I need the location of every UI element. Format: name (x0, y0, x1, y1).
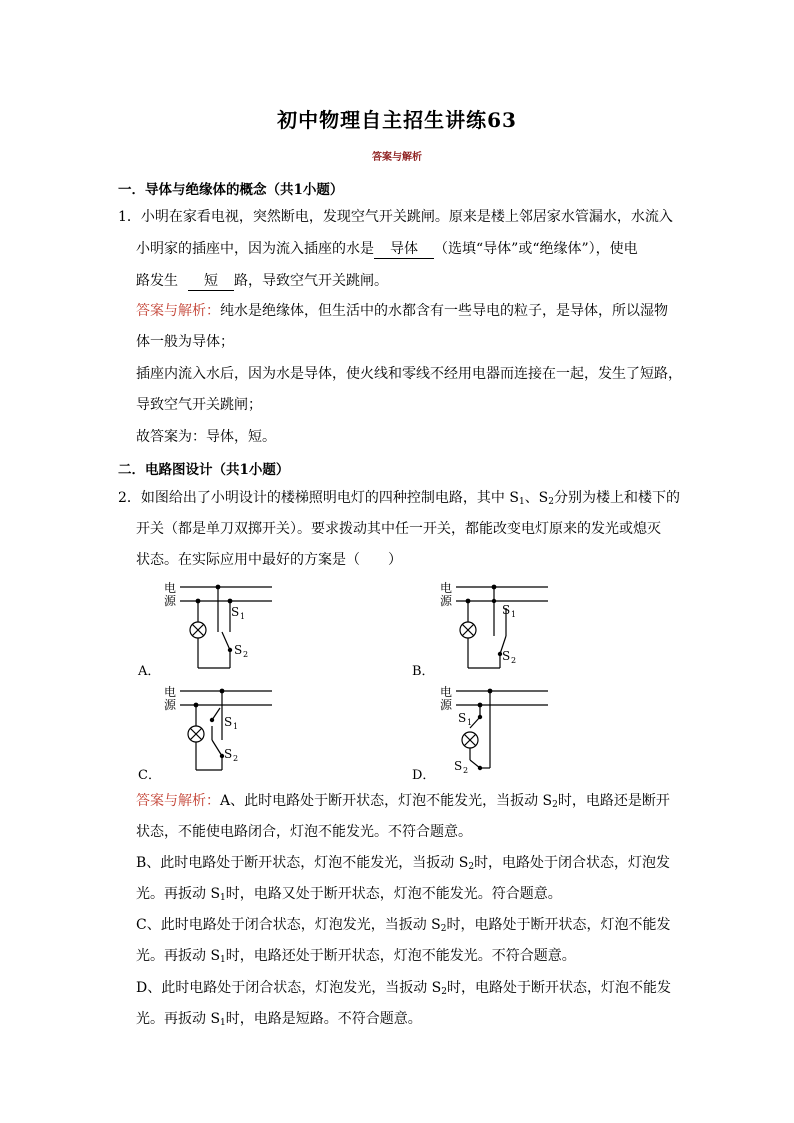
switch-label-s2: S (502, 649, 511, 663)
power-label-bottom: 源 (164, 698, 177, 712)
switch-subscript: 2 (511, 656, 517, 665)
power-label-top: 电 (164, 685, 177, 699)
subscript: 2 (548, 497, 555, 507)
subscript: 1 (220, 893, 226, 903)
answer-2-text: D、此时电路处于闭合状态，灯泡发光，当扳动 S (136, 980, 442, 996)
question-1-hint: （选填“导体”或“绝缘体”），使电 (434, 241, 638, 257)
subscript: 2 (468, 862, 475, 872)
power-label-bottom: 源 (164, 594, 177, 608)
switch-subscript: 2 (243, 650, 249, 659)
answer-2-text: B、此时电路处于断开状态，灯泡不能发光，当扳动 S (136, 855, 469, 871)
answer-2-text: 时，电路处于闭合状态，灯泡发 (474, 855, 671, 871)
answer-2-text: 光。再扳动 S (136, 1011, 221, 1027)
answer-1-text: 纯水是绝缘体，但生活中的水都含有一些导电的粒子，是导体，所以湿物 (220, 303, 668, 319)
switch-subscript: 2 (463, 766, 469, 775)
option-c-label: C． (138, 768, 161, 783)
section-heading-1: 一．导体与绝缘体的概念（共1小题） (118, 182, 344, 198)
page-subtitle: 答案与解析 (372, 152, 422, 163)
answer-blank-1: 导体 (374, 240, 434, 259)
question-2-line-3: 状态。在实际应用中最好的方案是（ ） (136, 552, 402, 568)
answer-2-text: A、此时电路处于断开状态，灯泡不能发光，当扳动 S (220, 793, 553, 809)
switch-subscript: 1 (467, 718, 473, 727)
answer-2-text: 时，电路是短路。不符合题意。 (225, 1011, 422, 1027)
question-2-line-2: 开关（都是单刀双掷开关）。要求拨动其中任一开关，都能改变电灯原来的发光或熄灭 (136, 521, 661, 537)
question-1-text: 小明家的插座中，因为流入插座的水是 (136, 241, 374, 257)
question-2-text-b: 、S (524, 490, 549, 506)
power-label-top: 电 (440, 581, 453, 595)
option-b-label: B． (412, 664, 435, 679)
answer-blank-2: 短 (188, 272, 234, 291)
answer-2-line-d2 (136, 1010, 422, 1028)
question-2-text-c: 分别为楼上和楼下的 (554, 490, 681, 506)
answer-1-line-2: 体一般为导体； (136, 334, 234, 350)
answer-2-line-a2: 状态，不能使电路闭合，灯泡不能发光。不符合题意。 (136, 824, 472, 840)
switch-subscript: 1 (511, 610, 517, 619)
subscript: 2 (441, 987, 447, 997)
switch-label-s2: S (454, 759, 463, 773)
circuit-diagram-b (436, 578, 556, 673)
switch-label-s1: S (224, 715, 233, 729)
answer-2-line-b1 (136, 854, 670, 872)
circuit-diagram-d (436, 682, 556, 777)
section-heading-2: 二．电路图设计（共1小题） (118, 462, 290, 478)
answer-2-line-c1 (136, 916, 671, 934)
answer-2-line-d1 (136, 979, 671, 997)
switch-subscript: 1 (240, 612, 246, 621)
answer-2-line-b2 (136, 885, 562, 903)
switch-subscript: 2 (233, 754, 239, 763)
answer-2-text: 时，电路还是断开 (557, 793, 670, 809)
subscript: 2 (552, 800, 558, 810)
power-label-top: 电 (164, 581, 177, 595)
question-1-text-c: 路，导致空气开关跳闸。 (234, 273, 388, 289)
answer-1-line-4: 导致空气开关跳闸； (136, 397, 262, 413)
answer-2-line-a1 (136, 792, 670, 810)
answer-2-text: 时，电路处于断开状态，灯泡不能发 (446, 917, 671, 933)
answer-1-line-5: 故答案为：导体，短。 (136, 429, 276, 445)
question-2-line-1 (118, 489, 680, 507)
answer-2-text: C、此时电路处于闭合状态，灯泡发光，当扳动 S (136, 917, 441, 933)
circuit-diagram-c (160, 682, 280, 777)
answer-2-text: 光。再扳动 S (136, 948, 221, 964)
switch-label-s1: S (502, 603, 511, 617)
switch-subscript: 1 (233, 722, 239, 731)
switch-label-s2: S (224, 747, 233, 761)
option-a-label: A． (138, 664, 161, 679)
question-1-text-b: 路发生 (136, 273, 178, 289)
power-label-top: 电 (440, 685, 453, 699)
question-2-text-a: 2．如图给出了小明设计的楼梯照明电灯的四种控制电路，其中 S (118, 490, 519, 506)
answer-2-text: 时，电路处于断开状态，灯泡不能发 (447, 980, 671, 996)
page-title: 初中物理自主招生讲练63 (277, 108, 517, 132)
answer-2-line-c2 (136, 947, 576, 965)
question-1-line-2 (136, 240, 638, 259)
power-label-bottom: 源 (440, 594, 453, 608)
option-d-label: D． (412, 768, 436, 783)
answer-1-line-3: 插座内流入水后，因为水是导体，使火线和零线不经用电器而连接在一起，发生了短路， (136, 366, 682, 382)
answer-label: 答案与解析： (136, 303, 220, 319)
answer-2-text: 时，电路还处于断开状态，灯泡不能发光。不符合题意。 (225, 948, 576, 964)
answer-label: 答案与解析： (136, 793, 220, 809)
question-1-line-1: 1．小明在家看电视，突然断电，发现空气开关跳闸。原来是楼上邻居家水管漏水，水流入 (118, 209, 673, 225)
switch-label-s1: S (231, 605, 240, 619)
power-label-bottom: 源 (440, 698, 453, 712)
subscript: 1 (220, 1018, 226, 1028)
answer-1-line-1 (136, 302, 668, 320)
subscript: 2 (440, 924, 447, 934)
subscript: 1 (220, 955, 226, 965)
question-1-line-3 (136, 272, 388, 291)
circuit-diagram-a (160, 578, 280, 673)
answer-2-text: 时，电路又处于断开状态，灯泡不能发光。符合题意。 (225, 886, 562, 902)
switch-label-s2: S (234, 643, 243, 657)
subscript: 1 (518, 497, 525, 507)
switch-label-s1: S (458, 711, 467, 725)
answer-2-text: 光。再扳动 S (136, 886, 221, 902)
